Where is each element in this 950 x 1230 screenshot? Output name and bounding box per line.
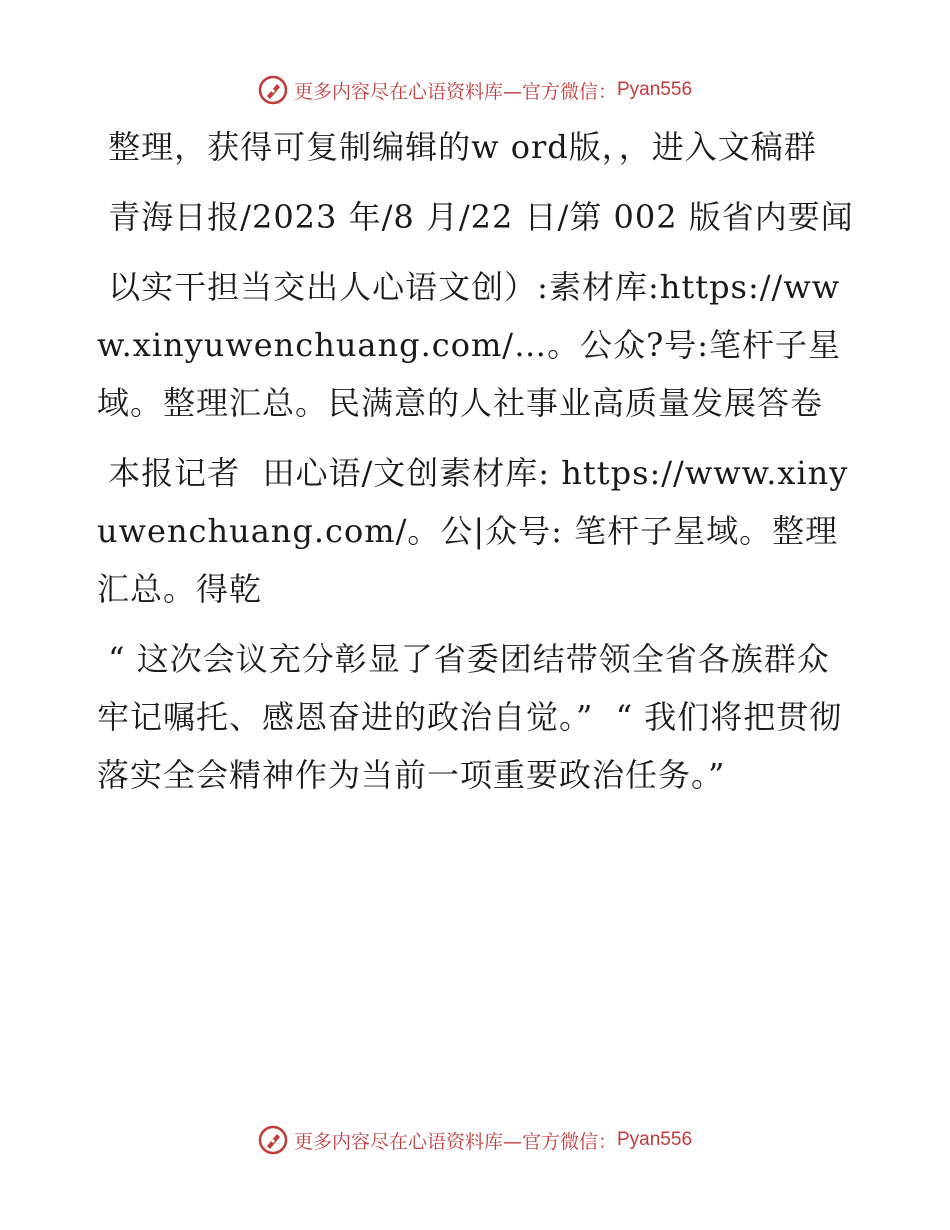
document-body [97, 118, 857, 816]
paragraph-3: 以实干担当交出人心语文创）:素材库:https://www.xinyuwenchuang.com/…。公众?号:笔杆子星域。整理汇总。民满意的人社事业高质量发展答卷 [97, 268, 842, 422]
pen-nib-logo-icon [258, 75, 288, 105]
footer-banner [0, 1120, 950, 1160]
pen-nib-logo-icon [258, 1125, 288, 1155]
banner-text: 更多内容尽在心语资料库— [293, 80, 522, 103]
banner-text: 更多内容尽在心语资料库— [293, 1130, 522, 1153]
banner-handle: Pyan556 [617, 79, 693, 100]
banner-wechat-label: 官方微信： [521, 1130, 617, 1153]
paragraph-4: 本报记者 田心语/文创素材库: https://www.xinyuwenchuang.com/。公|众号: 笔杆子星域。整理汇总。得乾 [97, 454, 849, 608]
banner-wechat-label: 官方微信： [521, 80, 617, 103]
paragraph-1: 整理，获得可复制编辑的w ord版，，进入文稿群 [97, 128, 817, 166]
banner-handle: Pyan556 [617, 1129, 693, 1150]
paragraph-5: “ 这次会议充分彰显了省委团结带领全省各族群众牢记嘱托、感恩奋进的政治自觉。” “ 我们将把贯彻落实全会精神作为当前一项重要政治任务。” [97, 640, 843, 794]
paragraph-2: 青海日报/2023 年/8 月/22 日/第 002 版省内要闻 [97, 198, 854, 236]
header-banner [0, 70, 950, 110]
